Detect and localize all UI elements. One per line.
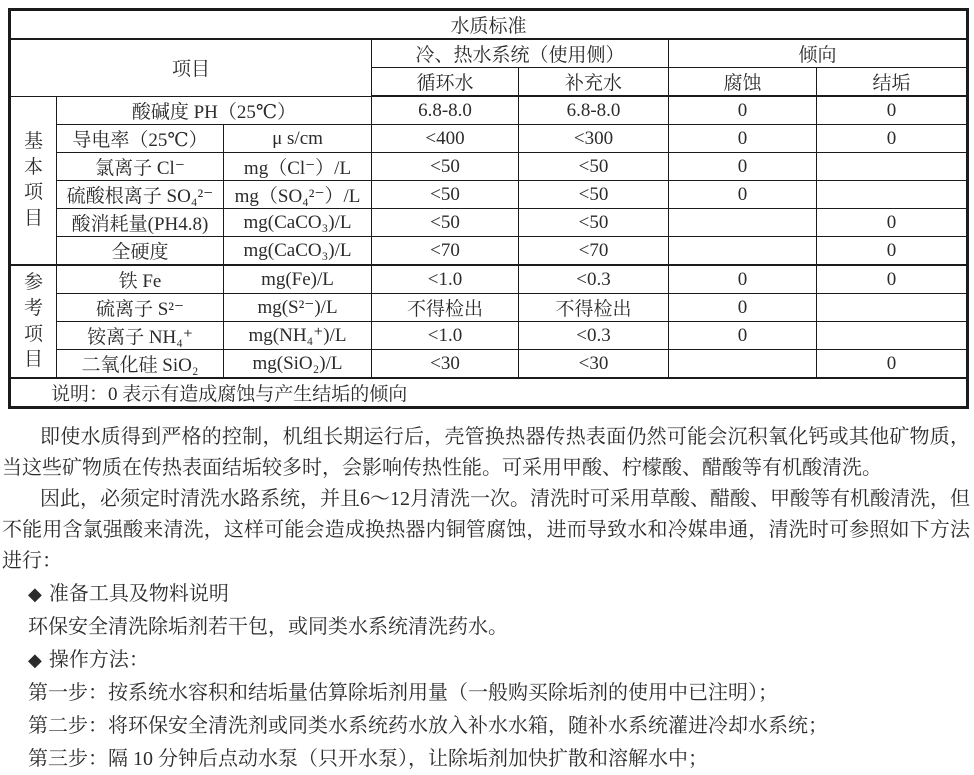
step-line-1: 第一步：按系统水容积和结垢量估算除垢剂用量（一般购买除垢剂的使用中已注明）； — [28, 682, 778, 704]
value-cell: <0.3 — [519, 322, 669, 350]
item-name-cell: 硫离子 S²⁻ — [57, 294, 224, 322]
column-header-circulating-water: 循环水 — [372, 68, 519, 97]
value-cell: 0 — [669, 294, 817, 322]
value-cell: 6.8-8.0 — [519, 96, 669, 125]
item-name-cell: 导电率（25℃） — [57, 125, 224, 153]
value-cell: <50 — [519, 181, 669, 209]
value-cell: 0 — [669, 125, 817, 153]
value-cell: 0 — [817, 209, 968, 237]
table-title: 水质标准 — [10, 10, 968, 40]
value-cell: 不得检出 — [519, 294, 669, 322]
table-row — [10, 181, 968, 209]
item-name-cell: 酸碱度 PH（25℃） — [57, 96, 372, 125]
value-cell — [817, 294, 968, 322]
column-header-makeup-water: 补充水 — [519, 68, 669, 97]
unit-cell: mg(S²⁻)/L — [224, 294, 372, 322]
table-row — [10, 294, 968, 322]
value-cell: <50 — [372, 209, 519, 237]
table-row — [10, 209, 968, 237]
paragraph-cleaning-schedule: 因此，必须定时清洗水路系统，并且6～12月清洗一次。清洗时可采用草酸、醋酸、甲酸等有机酸清洗，但不能用含氯强酸来清洗，这样可能会造成换热器内铜管腐蚀，进而导致水和冷媒串通，清洗时可参照如下方法进行： — [2, 488, 970, 572]
value-cell: 0 — [669, 96, 817, 125]
step-line-2: 第二步：将环保安全清洗剂或同类水系统药水放入补水水箱，随补水系统灌进冷却水系统； — [28, 715, 828, 737]
tools-description-line: 环保安全清洗除垢剂若干包，或同类水系统清洗药水。 — [28, 616, 508, 638]
item-name-cell: 全硬度 — [57, 237, 224, 266]
column-header-item: 项目 — [10, 39, 372, 96]
unit-cell: mg（SO₄²⁻）/L — [224, 181, 372, 209]
table-row — [10, 350, 968, 379]
unit-cell: μ s/cm — [224, 125, 372, 153]
table-row — [10, 96, 968, 125]
value-cell: <400 — [372, 125, 519, 153]
paragraph-scaling-intro: 即使水质得到严格的控制，机组长期运行后，壳管换热器传热表面仍然可能会沉积氧化钙或其他矿物质，当这些矿物质在传热表面结垢较多时，会影响传热性能。可采用甲酸、柠檬酸、醋酸等有机酸清洗。 — [2, 426, 970, 479]
unit-cell: mg(Fe)/L — [224, 265, 372, 294]
table-row — [10, 153, 968, 181]
row-group-label: 基本项目 — [10, 96, 57, 265]
table-row — [10, 237, 968, 266]
value-cell: 0 — [669, 322, 817, 350]
value-cell: <0.3 — [519, 265, 669, 294]
value-cell: 0 — [817, 96, 968, 125]
value-cell: <50 — [372, 153, 519, 181]
item-name-cell: 酸消耗量(PH4.8) — [57, 209, 224, 237]
value-cell — [669, 209, 817, 237]
table-header-row-groups — [10, 39, 968, 68]
unit-cell: mg(NH₄⁺)/L — [224, 322, 372, 350]
section-title-tools-label: 准备工具及物料说明 — [48, 583, 229, 605]
table-note-row — [10, 378, 968, 408]
value-cell: <70 — [519, 237, 669, 266]
unit-cell: mg(SiO₂)/L — [224, 350, 372, 379]
value-cell: <50 — [519, 153, 669, 181]
unit-cell: mg(CaCO₃)/L — [224, 237, 372, 266]
value-cell: 6.8-8.0 — [372, 96, 519, 125]
unit-cell: mg(CaCO₃)/L — [224, 209, 372, 237]
step-line-3: 第三步：隔 10 分钟后点动水泵（只开水泵），让除垢剂加快扩散和溶解水中； — [28, 748, 708, 770]
value-cell: <1.0 — [372, 265, 519, 294]
value-cell: 0 — [817, 350, 968, 379]
table-note: 说明：0 表示有造成腐蚀与产生结垢的倾向 — [10, 378, 968, 408]
value-cell: <30 — [372, 350, 519, 379]
value-cell — [669, 350, 817, 379]
item-name-cell: 铵离子 NH₄⁺ — [57, 322, 224, 350]
value-cell: <70 — [372, 237, 519, 266]
column-header-scaling: 结垢 — [817, 68, 968, 97]
value-cell: <50 — [372, 181, 519, 209]
value-cell: 不得检出 — [372, 294, 519, 322]
item-name-cell: 铁 Fe — [57, 265, 224, 294]
value-cell — [817, 153, 968, 181]
value-cell: 0 — [817, 237, 968, 266]
value-cell: 0 — [817, 125, 968, 153]
section-title-method — [2, 645, 970, 676]
value-cell: <300 — [519, 125, 669, 153]
column-header-system-group: 冷、热水系统（使用侧） — [372, 39, 669, 68]
section-title-method-label: 操作方法： — [48, 649, 149, 671]
table-row — [10, 125, 968, 153]
diamond-bullet-icon: ◆ — [28, 584, 42, 604]
unit-cell: mg（Cl⁻）/L — [224, 153, 372, 181]
value-cell: 0 — [669, 265, 817, 294]
item-name-cell: 氯离子 Cl⁻ — [57, 153, 224, 181]
table-row — [10, 322, 968, 350]
value-cell: 0 — [669, 181, 817, 209]
item-name-cell: 二氧化硅 SiO₂ — [57, 350, 224, 379]
table-row — [10, 265, 968, 294]
column-header-corrosion: 腐蚀 — [669, 68, 817, 97]
diamond-bullet-icon: ◆ — [28, 650, 42, 670]
row-group-label: 参考项目 — [10, 265, 57, 378]
column-header-tendency-group: 倾向 — [669, 39, 968, 68]
value-cell — [817, 181, 968, 209]
value-cell: 0 — [817, 265, 968, 294]
value-cell — [817, 322, 968, 350]
value-cell — [669, 237, 817, 266]
value-cell: <1.0 — [372, 322, 519, 350]
water-quality-standard-table — [8, 8, 969, 409]
value-cell: 0 — [669, 153, 817, 181]
section-title-tools — [2, 579, 970, 610]
value-cell: <50 — [519, 209, 669, 237]
table-title-row — [10, 10, 968, 40]
item-name-cell: 硫酸根离子 SO₄²⁻ — [57, 181, 224, 209]
value-cell: <30 — [519, 350, 669, 379]
body-text — [0, 422, 974, 775]
